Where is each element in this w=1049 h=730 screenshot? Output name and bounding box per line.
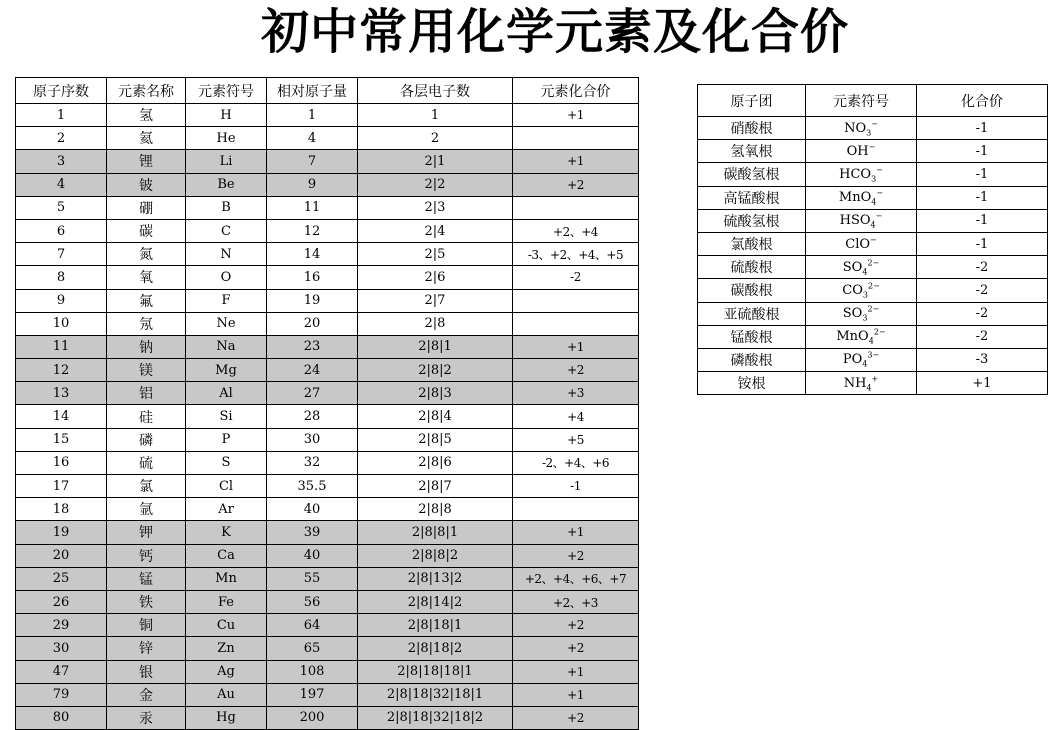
cell-element-name: 钠 [107,335,186,358]
table-row [16,312,639,335]
cell-element-name: 钙 [107,544,186,567]
formula-sub: 3 [866,128,872,138]
cell-valence: +3 [513,382,639,405]
cell-valence: -3、+2、+4、+5 [513,243,639,266]
cell-atomic-mass: 4 [267,127,358,150]
cell-radical-name: 磷酸根 [698,348,806,371]
formula-sup: − [876,188,884,198]
cell-electron-shells: 1 [358,104,513,127]
cell-radical-formula [806,117,917,140]
cell-element-symbol: Hg [186,706,267,729]
cell-valence [513,498,639,521]
table-row [698,209,1048,232]
cell-valence: +5 [513,428,639,451]
cell-element-symbol: B [186,196,267,219]
cell-element-name: 金 [107,683,186,706]
table-row [16,428,639,451]
cell-radical-valence: -1 [917,140,1048,163]
cell-valence: +1 [513,660,639,683]
cell-radical-name: 碳酸根 [698,279,806,302]
table-row [698,163,1048,186]
header-radical: 原子团 [698,85,806,117]
cell-electron-shells: 2|8|4 [358,405,513,428]
cell-radical-formula [806,256,917,279]
cell-element-name: 氢 [107,104,186,127]
table-row [16,243,639,266]
table-row [16,405,639,428]
formula-sup: 3− [867,351,880,361]
header-valence: 元素化合价 [513,78,639,104]
cell-atomic-number: 17 [16,475,107,498]
cell-atomic-number: 79 [16,683,107,706]
cell-atomic-number: 1 [16,104,107,127]
cell-electron-shells: 2|1 [358,150,513,173]
table-row [16,266,639,289]
cell-element-name: 铁 [107,590,186,613]
cell-atomic-mass: 55 [267,567,358,590]
formula-sub: 4 [868,336,874,346]
radicals-table-body [698,117,1048,395]
cell-radical-formula [806,186,917,209]
table-row [16,498,639,521]
cell-element-name: 氮 [107,243,186,266]
cell-radical-valence: -2 [917,256,1048,279]
cell-radical-name: 铵根 [698,372,806,395]
cell-element-symbol: Mg [186,359,267,382]
cell-radical-formula [806,163,917,186]
cell-element-name: 氟 [107,289,186,312]
table-row [16,544,639,567]
cell-atomic-number: 20 [16,544,107,567]
cell-atomic-mass: 20 [267,312,358,335]
cell-atomic-number: 8 [16,266,107,289]
table-row [16,614,639,637]
cell-element-symbol: K [186,521,267,544]
cell-valence: +2、+4、+6、+7 [513,567,639,590]
cell-radical-name: 硫酸根 [698,256,806,279]
cell-element-symbol: S [186,451,267,474]
header-element-name: 元素名称 [107,78,186,104]
formula-base: CO [842,282,863,298]
cell-valence: +1 [513,335,639,358]
cell-element-name: 硫 [107,451,186,474]
cell-atomic-mass: 108 [267,660,358,683]
cell-valence [513,289,639,312]
cell-element-name: 锰 [107,567,186,590]
cell-radical-valence: -1 [917,163,1048,186]
cell-radical-formula [806,140,917,163]
cell-valence: +2、+3 [513,590,639,613]
cell-valence [513,312,639,335]
formula-base: MnO [838,190,872,206]
cell-radical-formula [806,279,917,302]
cell-electron-shells: 2|4 [358,219,513,242]
cell-valence: +2 [513,359,639,382]
cell-atomic-mass: 27 [267,382,358,405]
cell-radical-valence: -1 [917,186,1048,209]
cell-electron-shells: 2|8|1 [358,335,513,358]
table-row [698,348,1048,371]
cell-atomic-number: 47 [16,660,107,683]
table-row [16,637,639,660]
cell-element-name: 铝 [107,382,186,405]
cell-element-symbol: P [186,428,267,451]
cell-element-symbol: N [186,243,267,266]
cell-valence: +1 [513,104,639,127]
cell-atomic-number: 13 [16,382,107,405]
cell-element-name: 锌 [107,637,186,660]
cell-atomic-mass: 12 [267,219,358,242]
cell-atomic-number: 7 [16,243,107,266]
cell-atomic-number: 4 [16,173,107,196]
cell-atomic-mass: 197 [267,683,358,706]
cell-radical-name: 硫酸氢根 [698,209,806,232]
cell-element-symbol: Mn [186,567,267,590]
elements-table-body [16,104,639,730]
formula-sup: − [870,235,877,245]
cell-atomic-mass: 200 [267,706,358,729]
cell-radical-name: 碳酸氢根 [698,163,806,186]
cell-radical-name: 亚硫酸根 [698,302,806,325]
cell-electron-shells: 2|6 [358,266,513,289]
cell-atomic-mass: 40 [267,544,358,567]
formula-sup: 2− [867,281,880,291]
cell-valence: +1 [513,150,639,173]
cell-radical-valence: -1 [917,232,1048,255]
formula-sub: 3 [862,290,868,300]
table-row [16,196,639,219]
cell-atomic-mass: 39 [267,521,358,544]
header-electron-shells: 各层电子数 [358,78,513,104]
cell-atomic-mass: 11 [267,196,358,219]
cell-electron-shells: 2|7 [358,289,513,312]
cell-element-name: 磷 [107,428,186,451]
cell-radical-valence: +1 [917,372,1048,395]
table-row [16,683,639,706]
table-row [698,140,1048,163]
cell-atomic-number: 19 [16,521,107,544]
cell-radical-formula [806,372,917,395]
cell-atomic-number: 80 [16,706,107,729]
cell-atomic-mass: 7 [267,150,358,173]
formula-base: SO [842,259,863,275]
elements-table [15,77,639,730]
cell-radical-formula [806,232,917,255]
formula-sup: − [871,119,878,129]
table-row [16,335,639,358]
table-row [16,451,639,474]
cell-element-symbol: Ne [186,312,267,335]
formula-base: NH [843,375,867,391]
cell-atomic-number: 5 [16,196,107,219]
cell-valence: +2 [513,614,639,637]
cell-electron-shells: 2|8|18|1 [358,614,513,637]
table-row [698,256,1048,279]
cell-element-symbol: F [186,289,267,312]
cell-electron-shells: 2|3 [358,196,513,219]
cell-atomic-mass: 9 [267,173,358,196]
cell-atomic-number: 6 [16,219,107,242]
table-row [698,372,1048,395]
cell-element-symbol: Fe [186,590,267,613]
cell-electron-shells: 2 [358,127,513,150]
cell-element-symbol: Au [186,683,267,706]
cell-valence: -2、+4、+6 [513,451,639,474]
cell-atomic-number: 29 [16,614,107,637]
formula-base: OH [846,143,869,159]
table-row [698,232,1048,255]
cell-atomic-mass: 28 [267,405,358,428]
cell-element-name: 氯 [107,475,186,498]
table-row [698,186,1048,209]
cell-atomic-number: 25 [16,567,107,590]
cell-valence [513,196,639,219]
formula-sup: − [876,165,883,175]
cell-radical-formula [806,302,917,325]
cell-element-symbol: Na [186,335,267,358]
cell-atomic-number: 11 [16,335,107,358]
cell-electron-shells: 2|8|18|2 [358,637,513,660]
cell-element-symbol: He [186,127,267,150]
cell-element-symbol: H [186,104,267,127]
cell-element-symbol: Cl [186,475,267,498]
formula-base: PO [842,352,863,368]
table-row [16,104,639,127]
formula-base: ClO [845,236,871,252]
cell-radical-formula [806,348,917,371]
cell-element-symbol: Si [186,405,267,428]
cell-valence: +2 [513,173,639,196]
formula-sub: 4 [871,197,877,207]
page-title: 初中常用化学元素及化合价 [260,4,849,60]
cell-atomic-mass: 32 [267,451,358,474]
formula-sup: 2− [867,258,880,268]
cell-element-name: 铍 [107,173,186,196]
radicals-header-row [698,85,1048,117]
cell-radical-valence: -1 [917,209,1048,232]
cell-electron-shells: 2|8|6 [358,451,513,474]
cell-electron-shells: 2|8|18|32|18|1 [358,683,513,706]
cell-element-name: 汞 [107,706,186,729]
cell-element-symbol: Zn [186,637,267,660]
table-row [16,359,639,382]
cell-radical-valence: -2 [917,302,1048,325]
cell-atomic-number: 18 [16,498,107,521]
cell-atomic-mass: 24 [267,359,358,382]
formula-sub: 4 [862,360,868,370]
table-row [16,567,639,590]
cell-element-name: 氩 [107,498,186,521]
table-row [16,219,639,242]
cell-radical-valence: -2 [917,279,1048,302]
cell-atomic-mass: 23 [267,335,358,358]
formula-sup: − [875,212,883,222]
cell-element-name: 银 [107,660,186,683]
cell-radical-name: 氢氧根 [698,140,806,163]
cell-valence: +2 [513,544,639,567]
cell-atomic-number: 9 [16,289,107,312]
cell-electron-shells: 2|2 [358,173,513,196]
cell-electron-shells: 2|8|3 [358,382,513,405]
formula-sub: 4 [866,383,872,393]
cell-atomic-mass: 40 [267,498,358,521]
radicals-table [697,84,1048,395]
formula-sub: 4 [870,220,876,230]
cell-element-name: 氧 [107,266,186,289]
cell-element-symbol: Ca [186,544,267,567]
cell-electron-shells: 2|8|18|32|18|2 [358,706,513,729]
table-row [698,279,1048,302]
header-atomic-number: 原子序数 [16,78,107,104]
cell-atomic-mass: 14 [267,243,358,266]
formula-sub: 4 [862,267,868,277]
table-row [16,127,639,150]
cell-atomic-mass: 35.5 [267,475,358,498]
cell-element-name: 钾 [107,521,186,544]
cell-element-symbol: Al [186,382,267,405]
formula-base: MnO [836,329,869,345]
cell-valence: +1 [513,521,639,544]
cell-valence: +2 [513,637,639,660]
cell-element-symbol: Be [186,173,267,196]
cell-electron-shells: 2|8|8 [358,498,513,521]
table-row [16,150,639,173]
table-row [16,590,639,613]
cell-electron-shells: 2|8|8|2 [358,544,513,567]
cell-valence [513,127,639,150]
cell-electron-shells: 2|8|14|2 [358,590,513,613]
header-radical-valence: 化合价 [917,85,1048,117]
cell-radical-valence: -1 [917,117,1048,140]
cell-atomic-number: 12 [16,359,107,382]
cell-atomic-number: 30 [16,637,107,660]
cell-electron-shells: 2|8|2 [358,359,513,382]
cell-electron-shells: 2|8|18|18|1 [358,660,513,683]
cell-radical-name: 锰酸根 [698,325,806,348]
cell-element-symbol: Ag [186,660,267,683]
cell-element-symbol: Li [186,150,267,173]
formula-base: NO [844,120,867,136]
formula-sup: 2− [873,327,886,337]
cell-radical-name: 氯酸根 [698,232,806,255]
cell-atomic-mass: 56 [267,590,358,613]
header-element-symbol: 元素符号 [186,78,267,104]
cell-radical-formula [806,325,917,348]
cell-atomic-mass: 1 [267,104,358,127]
formula-sup: + [871,374,879,384]
cell-electron-shells: 2|8|8|1 [358,521,513,544]
cell-radical-formula [806,209,917,232]
cell-valence: +2、+4 [513,219,639,242]
table-row [698,325,1048,348]
formula-sup: − [868,142,876,152]
cell-valence: +1 [513,683,639,706]
cell-element-name: 镁 [107,359,186,382]
cell-element-name: 氖 [107,312,186,335]
cell-atomic-number: 15 [16,428,107,451]
table-row [16,289,639,312]
cell-valence: -2 [513,266,639,289]
cell-atomic-mass: 65 [267,637,358,660]
table-row [698,302,1048,325]
formula-sup: 2− [867,304,880,314]
cell-element-symbol: C [186,219,267,242]
cell-element-name: 硼 [107,196,186,219]
cell-radical-valence: -3 [917,348,1048,371]
cell-atomic-mass: 16 [267,266,358,289]
table-row [16,521,639,544]
cell-element-name: 硅 [107,405,186,428]
cell-atomic-mass: 19 [267,289,358,312]
header-atomic-mass: 相对原子量 [267,78,358,104]
elements-header-row [16,78,639,104]
cell-radical-name: 高锰酸根 [698,186,806,209]
cell-element-name: 锂 [107,150,186,173]
cell-electron-shells: 2|5 [358,243,513,266]
cell-atomic-number: 16 [16,451,107,474]
formula-base: HCO [839,166,872,182]
cell-electron-shells: 2|8|13|2 [358,567,513,590]
cell-atomic-number: 3 [16,150,107,173]
cell-radical-valence: -2 [917,325,1048,348]
cell-atomic-mass: 64 [267,614,358,637]
cell-atomic-number: 14 [16,405,107,428]
cell-electron-shells: 2|8|7 [358,475,513,498]
cell-atomic-number: 2 [16,127,107,150]
cell-valence: -1 [513,475,639,498]
cell-atomic-number: 26 [16,590,107,613]
cell-electron-shells: 2|8 [358,312,513,335]
table-row [16,173,639,196]
cell-element-name: 氦 [107,127,186,150]
cell-radical-name: 硝酸根 [698,117,806,140]
cell-element-symbol: Ar [186,498,267,521]
header-radical-formula: 元素符号 [806,85,917,117]
table-row [16,382,639,405]
cell-element-name: 碳 [107,219,186,242]
formula-sub: 3 [871,174,877,184]
cell-atomic-mass: 30 [267,428,358,451]
cell-element-symbol: O [186,266,267,289]
cell-element-name: 铜 [107,614,186,637]
table-row [16,660,639,683]
cell-electron-shells: 2|8|5 [358,428,513,451]
table-row [16,706,639,729]
cell-valence: +4 [513,405,639,428]
cell-element-symbol: Cu [186,614,267,637]
cell-atomic-number: 10 [16,312,107,335]
table-row [698,117,1048,140]
formula-base: SO [842,306,863,322]
cell-valence: +2 [513,706,639,729]
table-row [16,475,639,498]
formula-sub: 3 [862,313,868,323]
formula-base: HSO [839,213,871,229]
